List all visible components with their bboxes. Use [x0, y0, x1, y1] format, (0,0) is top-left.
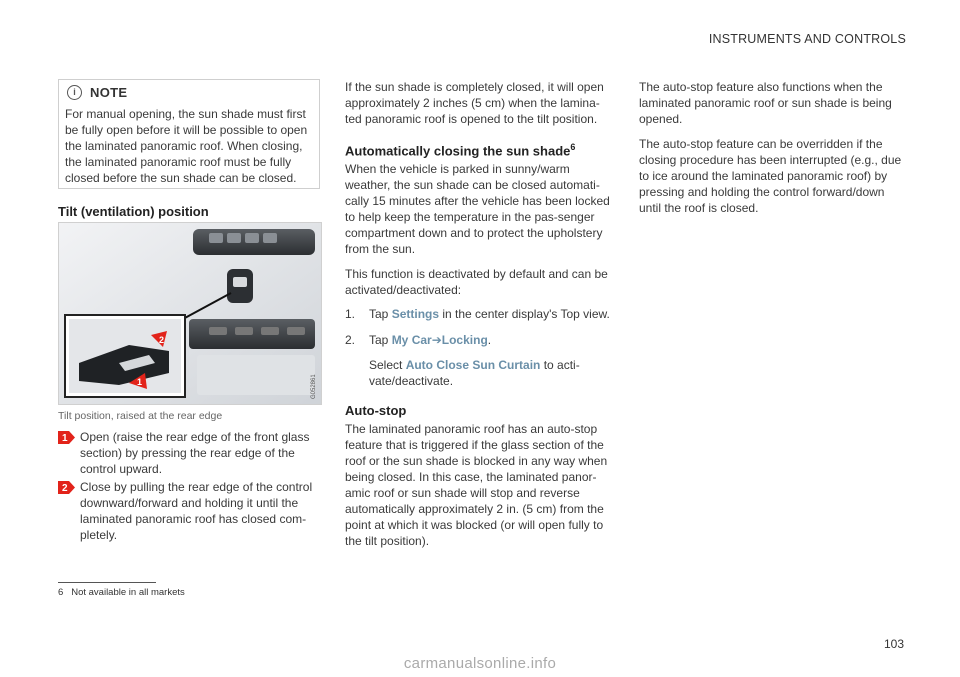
roof-console-illustration: [59, 223, 322, 405]
info-icon: i: [67, 85, 82, 100]
auto-close-paragraph: When the vehicle is parked in sunny/warm weather, the sun shade can be closed automati-cally 15 minutes after the vehicle has been locked to help keep the temperature in the pas-senger compartment down and to protect the upholstery from the sun.: [345, 162, 610, 257]
figure-caption: Tilt position, raised at the rear edge: [58, 410, 223, 422]
footnote: [58, 587, 185, 598]
tilt-step-2: [58, 479, 320, 543]
my-car-term: My Car: [391, 333, 432, 348]
note-header: [67, 85, 127, 100]
settings-term: Settings: [391, 307, 440, 322]
footnote-text: Not available in all markets: [71, 587, 185, 598]
auto-close-sun-curtain-term: Auto Close Sun Curtain: [405, 358, 541, 373]
autostop-opening-paragraph: The auto-stop feature also functions when the laminated panoramic roof or sun shade is being opened.: [639, 80, 892, 126]
arrow-right-icon: ➔: [431, 333, 442, 348]
figure-code: G052861: [311, 374, 317, 399]
red-arrow-badge-1-icon: [58, 431, 75, 444]
footnote-divider: [58, 582, 156, 583]
auto-close-activation: This function is deactivated by default and can be activated/deactivated:: [345, 267, 608, 298]
svg-text:2: 2: [159, 335, 165, 345]
autostop-paragraph: The laminated panoramic roof has an auto-stop feature that is triggered if the glass section of the roof or the sun shade is blocked in any way when being closed. In this case, the laminated panor-amic roof or sun shade will stop and reverse automatically approximately 2 in. (5 cm) from the point at which it was blocked (or will open fully to the tilt position).: [345, 422, 608, 549]
tilt-figure: [58, 222, 322, 405]
svg-text:2: 2: [62, 483, 68, 494]
section-header: INSTRUMENTS AND CONTROLS: [708, 32, 906, 46]
note-title: NOTE: [90, 85, 128, 100]
sun-shade-intro: If the sun shade is completely closed, it will open approximately 2 inches (5 cm) when the lamina-ted panoramic roof is opened to the tilt position.: [345, 80, 604, 126]
column-2: [345, 79, 611, 549]
autostop-override-paragraph: The auto-stop feature can be overridden if the closing procedure has been interrupted (e.g., due to ice around the laminated panoramic roof) by pressing and holding the control forward/down until the roof is closed.: [639, 137, 902, 215]
list-item-2: 2. Tap My Car➔Locking.: [345, 333, 492, 348]
list-item-1: 1. Tap Settings in the center display's Top view.: [345, 307, 610, 322]
list-item-2-sub: Select Auto Close Sun Curtain to acti-vate/deactivate.: [369, 358, 580, 389]
svg-text:1: 1: [137, 377, 143, 387]
red-arrow-badge-2-icon: [58, 481, 75, 494]
autostop-heading: Auto-stop: [345, 403, 407, 419]
tilt-heading: Tilt (ventilation) position: [58, 204, 209, 219]
page-number: 103: [883, 637, 904, 651]
note-box: [58, 79, 320, 189]
note-text: For manual opening, the sun shade must first be fully open before it will be possible to open the laminated panoramic roof. When closing, the laminated panoramic roof must be fully closed before the sun shade can be closed.: [65, 107, 308, 185]
footnote-number: 6: [58, 587, 64, 598]
watermark: carmanualsonline.info: [403, 655, 557, 672]
tilt-step-1-text: Open (raise the rear edge of the front glass section) by pressing the rear edge of the control upward.: [80, 430, 310, 476]
tilt-step-2-text: Close by pulling the rear edge of the control downward/forward and holding it until the laminated panoramic roof has closed com-pletely.: [80, 480, 313, 542]
footnote-ref: 6: [570, 142, 576, 152]
column-3: [639, 79, 905, 216]
locking-term: Locking: [441, 333, 488, 348]
tilt-step-1: [58, 429, 320, 477]
svg-text:1: 1: [62, 433, 68, 444]
auto-close-heading: Automatically closing the sun shade$^6$: [345, 142, 576, 159]
